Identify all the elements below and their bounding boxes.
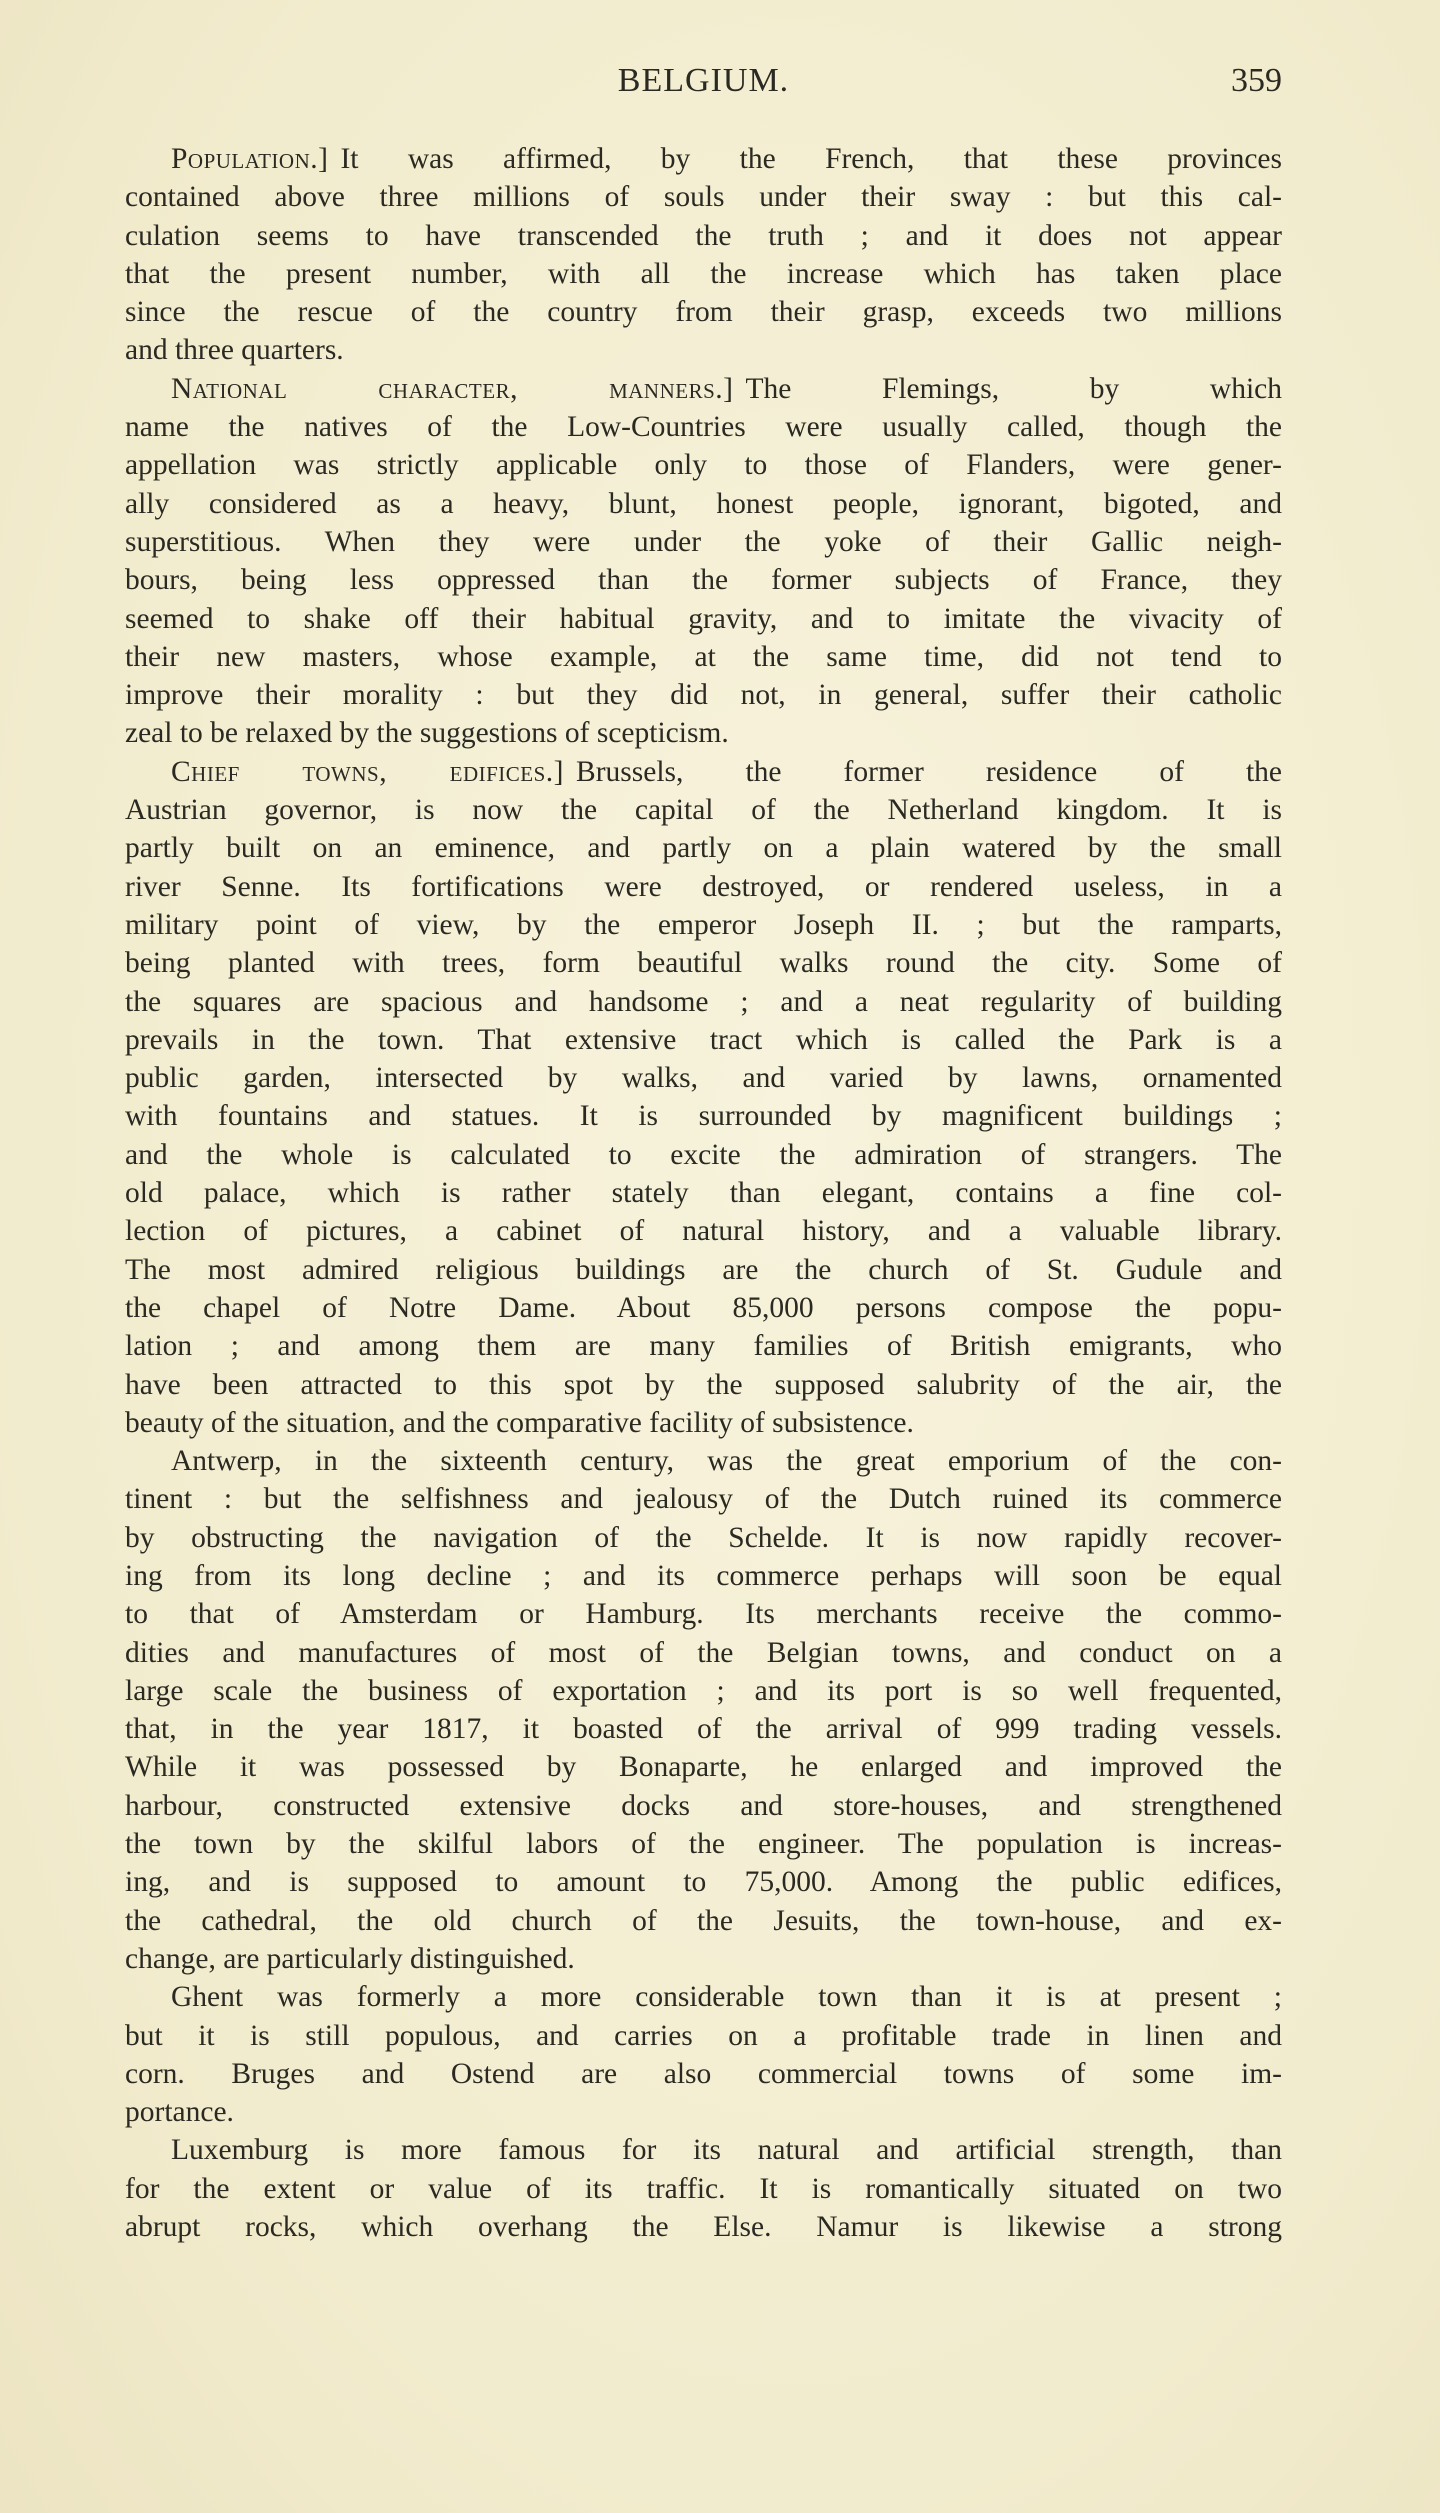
paragraph (125, 753, 1282, 1442)
line-text: large scale the business of exportation ; and its port is so well frequented, (125, 1674, 1282, 1707)
text-line (125, 676, 1282, 714)
line-text: Brussels, the former residence of the (576, 755, 1282, 788)
line-text: corn. Bruges and Ostend are also commercial towns of some im- (125, 2057, 1282, 2090)
text-line (125, 1863, 1282, 1901)
line-text: tinent : but the selfishness and jealousy of the Dutch ruined its commerce (125, 1483, 1282, 1516)
text-line (125, 2170, 1282, 2208)
text-line (125, 1787, 1282, 1825)
line-text: public garden, intersected by walks, and varied by lawns, ornamented (125, 1062, 1282, 1095)
line-text: zeal to be relaxed by the suggestions of scepticism. (125, 717, 729, 750)
text-line (125, 1212, 1282, 1250)
line-text: ing from its long decline ; and its commerce perhaps will soon be equal (125, 1559, 1282, 1592)
text-line (125, 1748, 1282, 1786)
line-text: harbour, constructed extensive docks and store-houses, and strengthened (125, 1789, 1282, 1822)
text-line (125, 485, 1282, 523)
text-line (125, 178, 1282, 216)
text-line (125, 370, 1282, 408)
text-line (125, 1136, 1282, 1174)
line-text: culation seems to have transcended the truth ; and it does not appear (125, 219, 1282, 252)
line-text: the town by the skilful labors of the engineer. The population is increas- (125, 1828, 1282, 1861)
line-text: that the present number, with all the increase which has taken place (125, 257, 1282, 290)
line-text: Luxemburg is more famous for its natural and artificial strength, than (171, 2134, 1282, 2167)
line-text: dities and manufactures of most of the Belgian towns, and conduct on a (125, 1636, 1282, 1669)
text-line (125, 638, 1282, 676)
line-text: since the rescue of the country from their grasp, exceeds two millions (125, 296, 1282, 329)
line-text: seemed to shake off their habitual gravity, and to imitate the vivacity of (125, 602, 1282, 635)
text-line (125, 1557, 1282, 1595)
line-text: the squares are spacious and handsome ; and a neat regularity of building (125, 985, 1282, 1018)
line-text: ing, and is supposed to amount to 75,000. Among the public edifices, (125, 1866, 1282, 1899)
text-line (125, 1251, 1282, 1289)
text-line (125, 1021, 1282, 1059)
text-line (125, 1519, 1282, 1557)
line-text: Antwerp, in the sixteenth century, was the great emporium of the con- (171, 1445, 1282, 1478)
line-text: partly built on an eminence, and partly on a plain watered by the small (125, 832, 1282, 865)
line-text: the chapel of Notre Dame. About 85,000 persons compose the popu- (125, 1291, 1282, 1324)
line-text: improve their morality : but they did not, in general, suffer their catholic (125, 679, 1282, 712)
text-line (125, 561, 1282, 599)
line-text: to that of Amsterdam or Hamburg. Its merchants receive the commo- (125, 1598, 1282, 1631)
section-heading: Population.] (171, 143, 329, 175)
line-text: being planted with trees, form beautiful walks round the city. Some of (125, 947, 1282, 980)
line-text: bours, being less oppressed than the former subjects of France, they (125, 564, 1282, 597)
text-line (125, 1710, 1282, 1748)
text-line (125, 1978, 1282, 2016)
text-line (125, 600, 1282, 638)
text-line (125, 1366, 1282, 1404)
text-line (125, 1404, 1282, 1442)
line-text: and three quarters. (125, 334, 344, 367)
text-line (125, 1327, 1282, 1365)
line-text: appellation was strictly applicable only to those of Flanders, were gener- (125, 449, 1282, 482)
text-line (125, 1442, 1282, 1480)
line-text: have been attracted to this spot by the supposed salubrity of the air, the (125, 1368, 1282, 1401)
line-text: beauty of the situation, and the comparative facility of subsistence. (125, 1406, 914, 1439)
text-line (125, 293, 1282, 331)
line-text: While it was possessed by Bonaparte, he enlarged and improved the (125, 1751, 1282, 1784)
text-line (125, 217, 1282, 255)
text-line (125, 1940, 1282, 1978)
text-line (125, 714, 1282, 752)
text-line (125, 1289, 1282, 1327)
running-head-title: BELGIUM. (617, 62, 790, 99)
text-line (125, 791, 1282, 829)
page-number: 359 (1231, 62, 1282, 99)
paragraph (125, 2131, 1282, 2246)
line-text: The Flemings, by which (745, 372, 1282, 405)
paragraph (125, 370, 1282, 753)
line-text: change, are particularly distinguished. (125, 1942, 575, 1975)
text-line (125, 1480, 1282, 1518)
text-line (125, 331, 1282, 369)
text-line (125, 446, 1282, 484)
text-line (125, 2093, 1282, 2131)
text-line (125, 868, 1282, 906)
line-text: by obstructing the navigation of the Schelde. It is now rapidly recover- (125, 1521, 1282, 1554)
line-text: superstitious. When they were under the yoke of their Gallic neigh- (125, 525, 1282, 558)
text-line (125, 140, 1282, 178)
text-line (125, 408, 1282, 446)
line-text: old palace, which is rather stately than elegant, contains a fine col- (125, 1177, 1282, 1210)
line-text: portance. (125, 2096, 234, 2129)
line-text: name the natives of the Low-Countries were usually called, though the (125, 411, 1282, 444)
line-text: prevails in the town. That extensive tract which is called the Park is a (125, 1023, 1282, 1056)
line-text: military point of view, by the emperor Joseph II. ; but the ramparts, (125, 908, 1282, 941)
text-line (125, 2208, 1282, 2246)
line-text: ally considered as a heavy, blunt, honest people, ignorant, bigoted, and (125, 487, 1282, 520)
body-text (125, 140, 1282, 2246)
line-text: lation ; and among them are many families of British emigrants, who (125, 1330, 1282, 1363)
line-text: contained above three millions of souls under their sway : but this cal- (125, 181, 1282, 214)
text-line (125, 2131, 1282, 2169)
section-heading: Chief towns, edifices.] (171, 755, 565, 788)
line-text: The most admired religious buildings are the church of St. Gudule and (125, 1253, 1282, 1286)
text-line (125, 906, 1282, 944)
paragraph (125, 1978, 1282, 2131)
text-line (125, 1059, 1282, 1097)
line-text: and the whole is calculated to excite the admiration of strangers. The (125, 1138, 1282, 1171)
paragraph (125, 1442, 1282, 1978)
text-line (125, 523, 1282, 561)
text-line (125, 1902, 1282, 1940)
paragraph (125, 140, 1282, 370)
text-line (125, 829, 1282, 867)
line-text: that, in the year 1817, it boasted of the arrival of 999 trading vessels. (125, 1713, 1282, 1746)
text-line (125, 2055, 1282, 2093)
section-heading: National character, manners.] (171, 372, 734, 405)
text-line (125, 1672, 1282, 1710)
line-text: for the extent or value of its traffic. It is romantically situated on two (125, 2172, 1282, 2205)
running-head (125, 62, 1282, 106)
text-line (125, 1634, 1282, 1672)
line-text: Austrian governor, is now the capital of the Netherland kingdom. It is (125, 794, 1282, 827)
text-line (125, 753, 1282, 791)
text-line (125, 983, 1282, 1021)
text-line (125, 2017, 1282, 2055)
text-line (125, 255, 1282, 293)
text-line (125, 1825, 1282, 1863)
line-text: abrupt rocks, which overhang the Else. Namur is likewise a strong (125, 2211, 1282, 2244)
line-text: river Senne. Its fortifications were destroyed, or rendered useless, in a (125, 870, 1282, 903)
line-text: but it is still populous, and carries on a profitable trade in linen and (125, 2019, 1282, 2052)
text-line (125, 944, 1282, 982)
text-line (125, 1595, 1282, 1633)
line-text: the cathedral, the old church of the Jesuits, the town-house, and ex- (125, 1904, 1282, 1937)
text-line (125, 1174, 1282, 1212)
line-text: with fountains and statues. It is surrounded by magnificent buildings ; (125, 1100, 1282, 1133)
line-text: their new masters, whose example, at the same time, did not tend to (125, 640, 1282, 673)
line-text: Ghent was formerly a more considerable town than it is at present ; (171, 1981, 1282, 2014)
line-text: It was affirmed, by the French, that these provinces (340, 143, 1282, 175)
line-text: lection of pictures, a cabinet of natural history, and a valuable library. (125, 1215, 1282, 1248)
text-line (125, 1097, 1282, 1135)
